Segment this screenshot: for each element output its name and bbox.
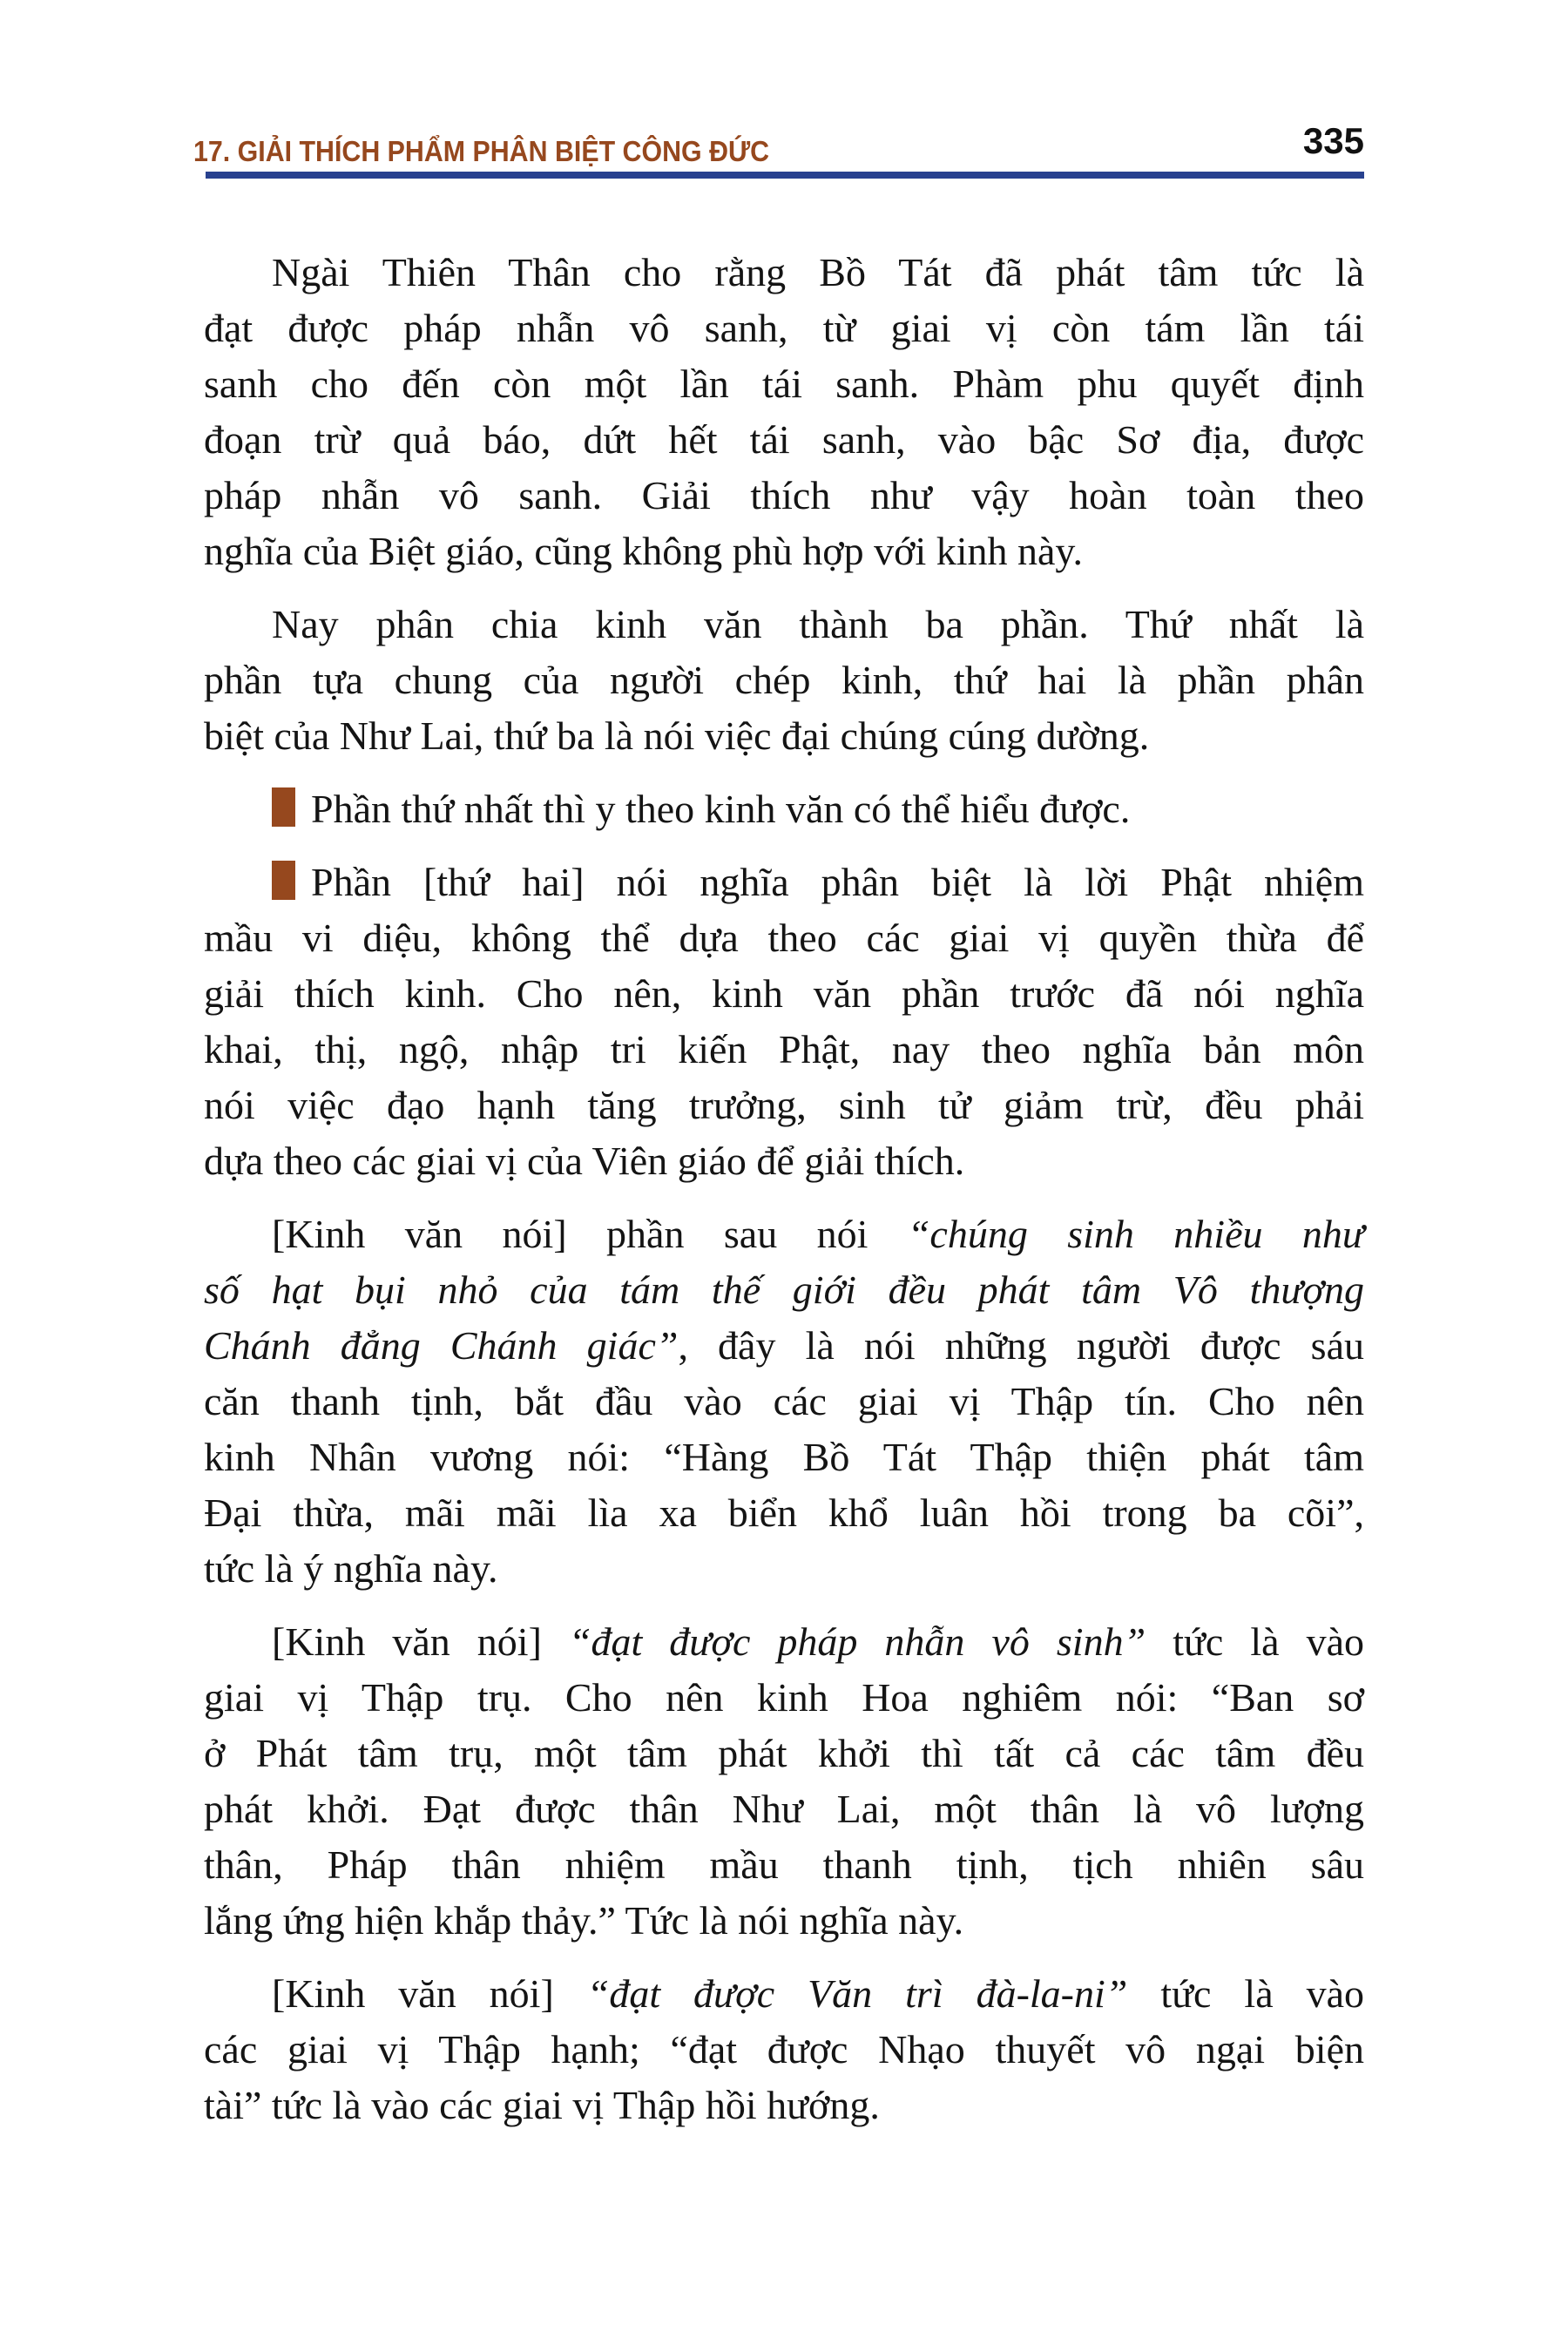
text-run: ở Phát tâm trụ, một tâm phát khởi thì tất cả các tâm đều (204, 1731, 1364, 1775)
text-run: Nay phân chia kinh văn thành ba phần. Thứ nhất là (272, 602, 1364, 646)
text-run: , đây là nói những người được sáu (678, 1323, 1364, 1368)
text-line (204, 966, 1364, 1022)
text-line (204, 468, 1364, 524)
text-run: pháp nhẫn vô sanh. Giải thích như vậy hoàn toàn theo (204, 473, 1364, 517)
text-run: sanh cho đến còn một lần tái sanh. Phàm phu quyết định (204, 362, 1364, 406)
text-run: Đại thừa, mãi mãi lìa xa biển khổ luân hồi trong ba cõi”, (204, 1490, 1364, 1535)
text-run: khai, thị, ngộ, nhập tri kiến Phật, nay theo nghĩa bản môn (204, 1027, 1364, 1071)
text-run: căn thanh tịnh, bắt đầu vào các giai vị Thập tín. Cho nên (204, 1379, 1364, 1423)
text-run: tức là vào (1127, 1971, 1364, 2016)
italic-text-run: Chánh đẳng Chánh giác” (204, 1323, 679, 1368)
bullet-square-icon (272, 861, 295, 900)
text-line (204, 1429, 1364, 1485)
text-line (204, 1541, 1364, 1597)
text-run: tức là ý nghĩa này. (204, 1546, 498, 1591)
text-line (204, 1078, 1364, 1133)
text-run: các giai vị Thập hạnh; “đạt được Nhạo thuyết vô ngại biện (204, 2027, 1364, 2072)
paragraph (204, 1206, 1364, 1597)
text-line (204, 1485, 1364, 1541)
text-line (204, 356, 1364, 412)
italic-text-run: “đạt được Văn trì đà-la-ni” (586, 1971, 1128, 2016)
text-line (204, 1893, 1364, 1949)
header-rule-divider (206, 172, 1364, 179)
text-run: Ngài Thiên Thân cho rằng Bồ Tát đã phát tâm tức là (272, 250, 1364, 294)
text-run: thân, Pháp thân nhiệm mầu thanh tịnh, tịch nhiên sâu (204, 1842, 1364, 1887)
text-run: lắng ứng hiện khắp thảy.” Tức là nói nghĩa này. (204, 1898, 964, 1943)
text-line (204, 708, 1364, 764)
text-line (204, 781, 1364, 837)
text-line (204, 1206, 1364, 1262)
italic-text-run: “đạt được pháp nhẫn vô sinh” (568, 1619, 1146, 1664)
text-run: [Kinh văn nói] phần sau nói (272, 1212, 908, 1256)
page-number: 335 (1302, 120, 1364, 161)
text-run: kinh Nhân vương nói: “Hàng Bồ Tát Thập thiện phát tâm (204, 1435, 1364, 1479)
text-line (204, 1614, 1364, 1670)
paragraph (204, 245, 1364, 579)
text-line (204, 652, 1364, 708)
bullet-square-icon (272, 787, 295, 827)
text-line (204, 1726, 1364, 1781)
italic-text-run: “chúng sinh nhiều như (907, 1212, 1365, 1256)
text-run: biệt của Như Lai, thứ ba là nói việc đại chúng cúng dường. (204, 713, 1150, 758)
text-run: phát khởi. Đạt được thân Như Lai, một thân là vô lượng (204, 1787, 1364, 1831)
bullet-paragraph (204, 781, 1364, 837)
text-line (204, 1318, 1364, 1374)
bullet-paragraph (204, 855, 1364, 1189)
text-run: nghĩa của Biệt giáo, cũng không phù hợp với kinh này. (204, 529, 1083, 573)
text-run: nói việc đạo hạnh tăng trưởng, sinh tử giảm trừ, đều phải (204, 1083, 1364, 1127)
text-line (204, 1262, 1364, 1318)
text-line (204, 2078, 1364, 2133)
text-line (204, 301, 1364, 356)
text-line (204, 1133, 1364, 1189)
text-run: dựa theo các giai vị của Viên giáo để giải thích. (204, 1139, 965, 1183)
text-run: tức là vào (1146, 1619, 1364, 1664)
italic-text-run: số hạt bụi nhỏ của tám thế giới đều phát tâm Vô thượng (204, 1267, 1364, 1312)
text-run: đạt được pháp nhẫn vô sanh, từ giai vị còn tám lần tái (204, 306, 1364, 350)
text-run: tài” tức là vào các giai vị Thập hồi hướng. (204, 2083, 880, 2127)
text-run: đoạn trừ quả báo, dứt hết tái sanh, vào bậc Sơ địa, được (204, 417, 1364, 462)
text-line (204, 1670, 1364, 1726)
text-run: giai vị Thập trụ. Cho nên kinh Hoa nghiêm nói: “Ban sơ (204, 1675, 1364, 1720)
body-text (204, 245, 1364, 2151)
paragraph (204, 597, 1364, 764)
chapter-title: 17. GIẢI THÍCH PHẨM PHÂN BIỆT CÔNG ĐỨC (193, 135, 770, 167)
text-line (204, 1781, 1364, 1837)
text-run: giải thích kinh. Cho nên, kinh văn phần trước đã nói nghĩa (204, 971, 1364, 1016)
text-line (204, 1374, 1364, 1429)
text-run: [Kinh văn nói] (272, 1971, 587, 2016)
paragraph (204, 1966, 1364, 2133)
text-line (204, 1837, 1364, 1893)
text-line (204, 597, 1364, 652)
text-run: phần tựa chung của người chép kinh, thứ hai là phần phân (204, 658, 1364, 702)
text-run: Phần thứ nhất thì y theo kinh văn có thể hiểu được. (311, 787, 1131, 831)
text-run: [Kinh văn nói] (272, 1619, 569, 1664)
text-line (204, 245, 1364, 301)
text-run: mầu vi diệu, không thể dựa theo các giai vị quyền thừa để (204, 916, 1364, 960)
text-line (204, 412, 1364, 468)
text-line (204, 855, 1364, 910)
paragraph (204, 1614, 1364, 1949)
text-line (204, 910, 1364, 966)
text-line (204, 1966, 1364, 2022)
text-run: Phần [thứ hai] nói nghĩa phân biệt là lời Phật nhiệm (311, 860, 1364, 904)
text-line (204, 524, 1364, 579)
text-line (204, 2022, 1364, 2078)
text-line (204, 1022, 1364, 1078)
